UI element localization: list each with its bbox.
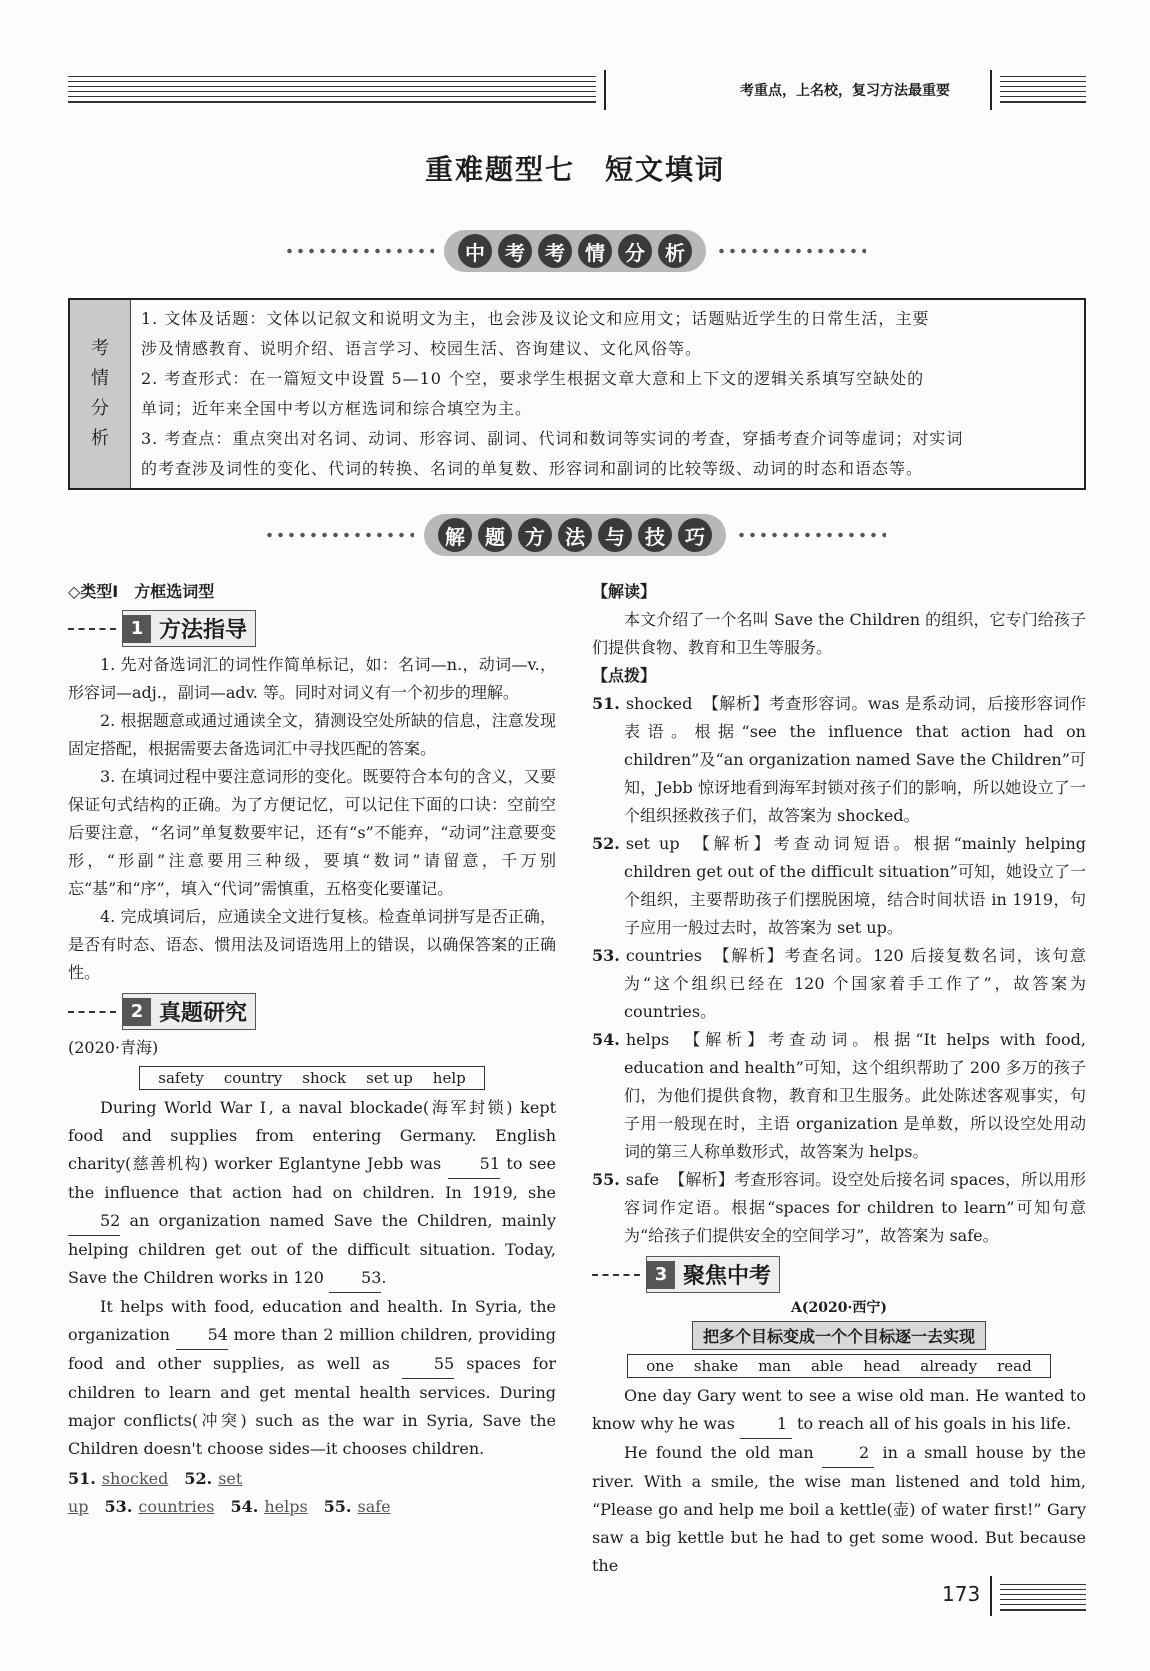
analysis-banner xyxy=(0,230,1150,272)
answer-value: safe xyxy=(357,1497,391,1516)
banner-char: 法 xyxy=(558,518,592,552)
banner-char: 解 xyxy=(438,518,472,552)
analysis-body xyxy=(131,300,1084,488)
section-title: 方法指导 xyxy=(159,618,248,643)
banner-box xyxy=(424,514,726,556)
blank-51: 51 xyxy=(448,1150,500,1179)
dianbo-label: 【点拨】 xyxy=(592,666,657,685)
section-title: 真题研究 xyxy=(159,1001,248,1026)
item-text: 【解析】考查动词。根据“It helps with food, education and health”可知，这个组织帮助了 200 多万的孩子们，为他们提供食物，教育和卫生服务。此处陈述客观事实，句子用一般现在时，主语 organization 是单数，所以设空处用动词的第三人称单数形式，故答案为 helps。 xyxy=(624,1030,1086,1161)
banner-char: 方 xyxy=(518,518,552,552)
item-number: 51. xyxy=(592,694,620,713)
answer-value: shocked xyxy=(101,1469,169,1488)
side-char: 分 xyxy=(91,398,109,419)
answer-number: 51. xyxy=(68,1469,96,1488)
answer-line xyxy=(68,1465,556,1521)
analysis-line: 2. 考查形式：在一篇短文中设置 5—10 个空，要求学生根据文章大意和上下文的逻辑关系填写空缺处的 xyxy=(141,369,925,388)
word-option: shock xyxy=(302,1069,347,1087)
item-answer: shocked xyxy=(625,694,693,713)
item-number: 54. xyxy=(592,1030,620,1049)
word-option: read xyxy=(997,1357,1032,1375)
analysis-line: 涉及情感教育、说明介绍、语言学习、校园生活、咨询建议、文化风俗等。 xyxy=(141,339,703,358)
item-number: 55. xyxy=(592,1170,620,1189)
item-answer: set up xyxy=(625,834,680,853)
item-answer: countries xyxy=(625,946,702,965)
blank-1: 1 xyxy=(740,1410,792,1439)
answer-number: 52. xyxy=(184,1469,213,1488)
passage-paragraph-1: During World War Ⅰ, a naval blockade(海军封锁) kept food and supplies from entering Germany. English charity(慈善机构) worker Eglantyne Jebb was 51 to see the influence that action had on children. In 1919, she 52 an organization named Save the Children, mainly helping children get out of the difficult situation. Today, Save the Children works in 120 53. xyxy=(68,1094,556,1293)
banner-dots-right xyxy=(736,532,886,538)
analysis-line: 单词；近年来全国中考以方框选词和综合填空为主。 xyxy=(141,399,533,418)
header-divider-2 xyxy=(990,70,992,110)
method-paragraph: 2. 根据题意或通过通读全文，猜测设空处所缺的信息，注意发现固定搭配，根据需要去备选词汇中寻找匹配的答案。 xyxy=(68,711,556,758)
item-text: 【解析】考查形容词。was 是系动词，后接形容词作表语。根据“see the influence that action had on children”及“an organization named Save the Children”可知，Jebb 惊讶地看到海军封锁对孩子们的影响，所以她设立了一个组织拯救孩子们，故答案为 shocked。 xyxy=(624,694,1086,825)
analysis-line: 3. 考查点：重点突出对名词、动词、形容词、副词、代词和数词等实词的考查，穿插考查介词等虚词；对实词 xyxy=(141,429,964,448)
word-box-container xyxy=(68,1066,556,1090)
banner-char: 情 xyxy=(578,234,612,268)
header-divider xyxy=(604,70,606,110)
method-paragraph: 4. 完成填词后，应通读全文进行复核。检查单词拼写是否正确，是否有时态、语态、惯用法及词语选用上的错误，以确保答案的正确性。 xyxy=(68,907,556,982)
passage-paragraph-2: It helps with food, education and health. In Syria, the organization 54 more than 2 million children, providing food and other supplies, as well as 55 spaces for children to learn and get mental health services. During major conflicts(冲突) such as the war in Syria, Save the Children doesn't choose sides—it chooses children. xyxy=(68,1297,557,1458)
method-paragraphs xyxy=(68,651,556,987)
analysis-table xyxy=(68,298,1086,490)
word-option: country xyxy=(223,1069,283,1087)
blank-2: 2 xyxy=(822,1439,874,1468)
word-box xyxy=(139,1066,484,1090)
analysis-side-label xyxy=(70,300,131,488)
explanation-item xyxy=(592,690,1086,830)
banner-char: 与 xyxy=(598,518,632,552)
passage-paragraph-1: One day Gary went to see a wise old man. He wanted to know why he was 1 to reach all of his goals in his life. xyxy=(592,1382,1086,1439)
word-box-container xyxy=(592,1354,1086,1378)
banner-char: 考 xyxy=(498,234,532,268)
answer-number: 54. xyxy=(230,1497,259,1516)
banner-dots-left xyxy=(284,248,434,254)
jiedu-text: 本文介绍了一个名叫 Save the Children 的组织，它专门给孩子们提供食物、教育和卫生等服务。 xyxy=(592,610,1086,657)
banner-dots-left xyxy=(264,532,414,538)
hint-bar: 把多个目标变成一个个目标逐一去实现 xyxy=(692,1321,986,1350)
word-box xyxy=(627,1354,1050,1378)
header-rule-right xyxy=(1000,76,1086,102)
banner-char: 题 xyxy=(478,518,512,552)
word-option: shake xyxy=(693,1357,739,1375)
answer-value: countries xyxy=(138,1497,215,1516)
word-option: help xyxy=(432,1069,466,1087)
header-rule-left xyxy=(68,76,596,102)
banner-char: 技 xyxy=(638,518,672,552)
blank-53: 53 xyxy=(329,1264,381,1293)
word-option: one xyxy=(646,1357,674,1375)
footer-divider xyxy=(990,1576,992,1616)
item-number: 53. xyxy=(592,946,620,965)
side-char: 考 xyxy=(91,338,109,359)
explanation-item xyxy=(592,942,1086,1026)
passage-paragraph-2: He found the old man 2 in a small house by the river. With a smile, the wise man listened and told him, “Please go and help me boil a kettle(壶) of water first!” Gary saw a big kettle but he had to get some wood. But because the xyxy=(592,1439,1086,1580)
exam-source: A(2020·西宁) xyxy=(791,1300,887,1316)
analysis-line: 1. 文体及话题：文体以记叙文和说明文为主，也会涉及议论文和应用文；话题贴近学生的日常生活，主要 xyxy=(141,309,930,328)
word-option: man xyxy=(758,1357,791,1375)
section-focus xyxy=(592,1256,1086,1293)
section-method xyxy=(68,610,556,647)
section-number: 2 xyxy=(123,998,151,1026)
word-option: safety xyxy=(158,1069,204,1087)
banner-char: 考 xyxy=(538,234,572,268)
blank-54: 54 xyxy=(176,1321,228,1350)
word-option: already xyxy=(920,1357,978,1375)
answer-value: set up xyxy=(68,1469,243,1516)
left-column xyxy=(68,578,556,1521)
item-text: 【解析】考查动词短语。根据“mainly helping children get out of the difficult situation”可知，她设立了一个组织，主要帮助孩子们摆脱困境，结合时间状语 in 1919，句子应用一般过去时，故答案为 set up。 xyxy=(624,834,1086,937)
side-char: 析 xyxy=(91,428,109,449)
section-real-exam xyxy=(68,993,556,1030)
item-number: 52. xyxy=(592,834,620,853)
section-number: 3 xyxy=(647,1261,675,1289)
answer-number: 55. xyxy=(323,1497,352,1516)
banner-char: 中 xyxy=(458,234,492,268)
word-option: head xyxy=(863,1357,901,1375)
item-text: 【解析】考查名词。120 后接复数名词，该句意为“这个组织已经在 120 个国家着手工作了”，故答案为 countries。 xyxy=(624,946,1086,1021)
analysis-line: 的考查涉及词性的变化、代词的转换、名词的单复数、形容词和副词的比较等级、动词的时态和语态等。 xyxy=(141,459,924,478)
section-title: 聚焦中考 xyxy=(683,1264,772,1289)
word-option: set up xyxy=(366,1069,413,1087)
explanation-item xyxy=(592,1026,1086,1166)
item-text: 【解析】考查形容词。设空处后接名词 spaces，所以用形容词作定语。根据“spaces for children to learn”可知句意为“给孩子们提供安全的空间学习”，故答案为 safe。 xyxy=(624,1170,1086,1245)
exam-source: (2020·青海) xyxy=(68,1038,159,1057)
explanation-list xyxy=(592,690,1086,1250)
item-answer: helps xyxy=(625,1030,670,1049)
explanation-item xyxy=(592,830,1086,942)
item-answer: safe xyxy=(625,1170,659,1189)
banner-dots-right xyxy=(716,248,866,254)
banner-char: 分 xyxy=(618,234,652,268)
page-number: 173 xyxy=(942,1582,981,1606)
blank-55: 55 xyxy=(402,1350,454,1379)
blank-52: 52 xyxy=(68,1207,120,1236)
word-option: able xyxy=(810,1357,844,1375)
method-paragraph: 3. 在填词过程中要注意词形的变化。既要符合本句的含义，又要保证句式结构的正确。为了方便记忆，可以记住下面的口诀：空前空后要注意，“名词”单复数要牢记，还有“s”不能弃，“动词”注意要变形，“形副”注意要用三种级，要填“数词”请留意，千万别忘“基”和“序”，填入“代词”需慎重，五格变化要谨记。 xyxy=(68,767,556,898)
explanation-item xyxy=(592,1166,1086,1250)
method-banner xyxy=(0,514,1150,556)
answer-value: helps xyxy=(264,1497,308,1516)
footer-rule xyxy=(1000,1584,1086,1610)
banner-char: 巧 xyxy=(678,518,712,552)
section-number: 1 xyxy=(123,615,151,643)
right-column xyxy=(592,578,1086,1580)
banner-char: 析 xyxy=(658,234,692,268)
page-title: 重难题型七 短文填词 xyxy=(424,153,725,186)
method-paragraph: 1. 先对备选词汇的词性作简单标记，如：名词—n.，动词—v.，形容词—adj.，副词—adv. 等。同时对词义有一个初步的理解。 xyxy=(68,655,556,702)
jiedu-label: 【解读】 xyxy=(592,582,657,601)
header-slogan: 考重点，上名校，复习方法最重要 xyxy=(740,83,950,99)
banner-box xyxy=(444,230,706,272)
type-label: ◇类型Ⅰ 方框选词型 xyxy=(68,582,215,601)
side-char: 情 xyxy=(91,368,109,389)
answer-number: 53. xyxy=(104,1497,133,1516)
